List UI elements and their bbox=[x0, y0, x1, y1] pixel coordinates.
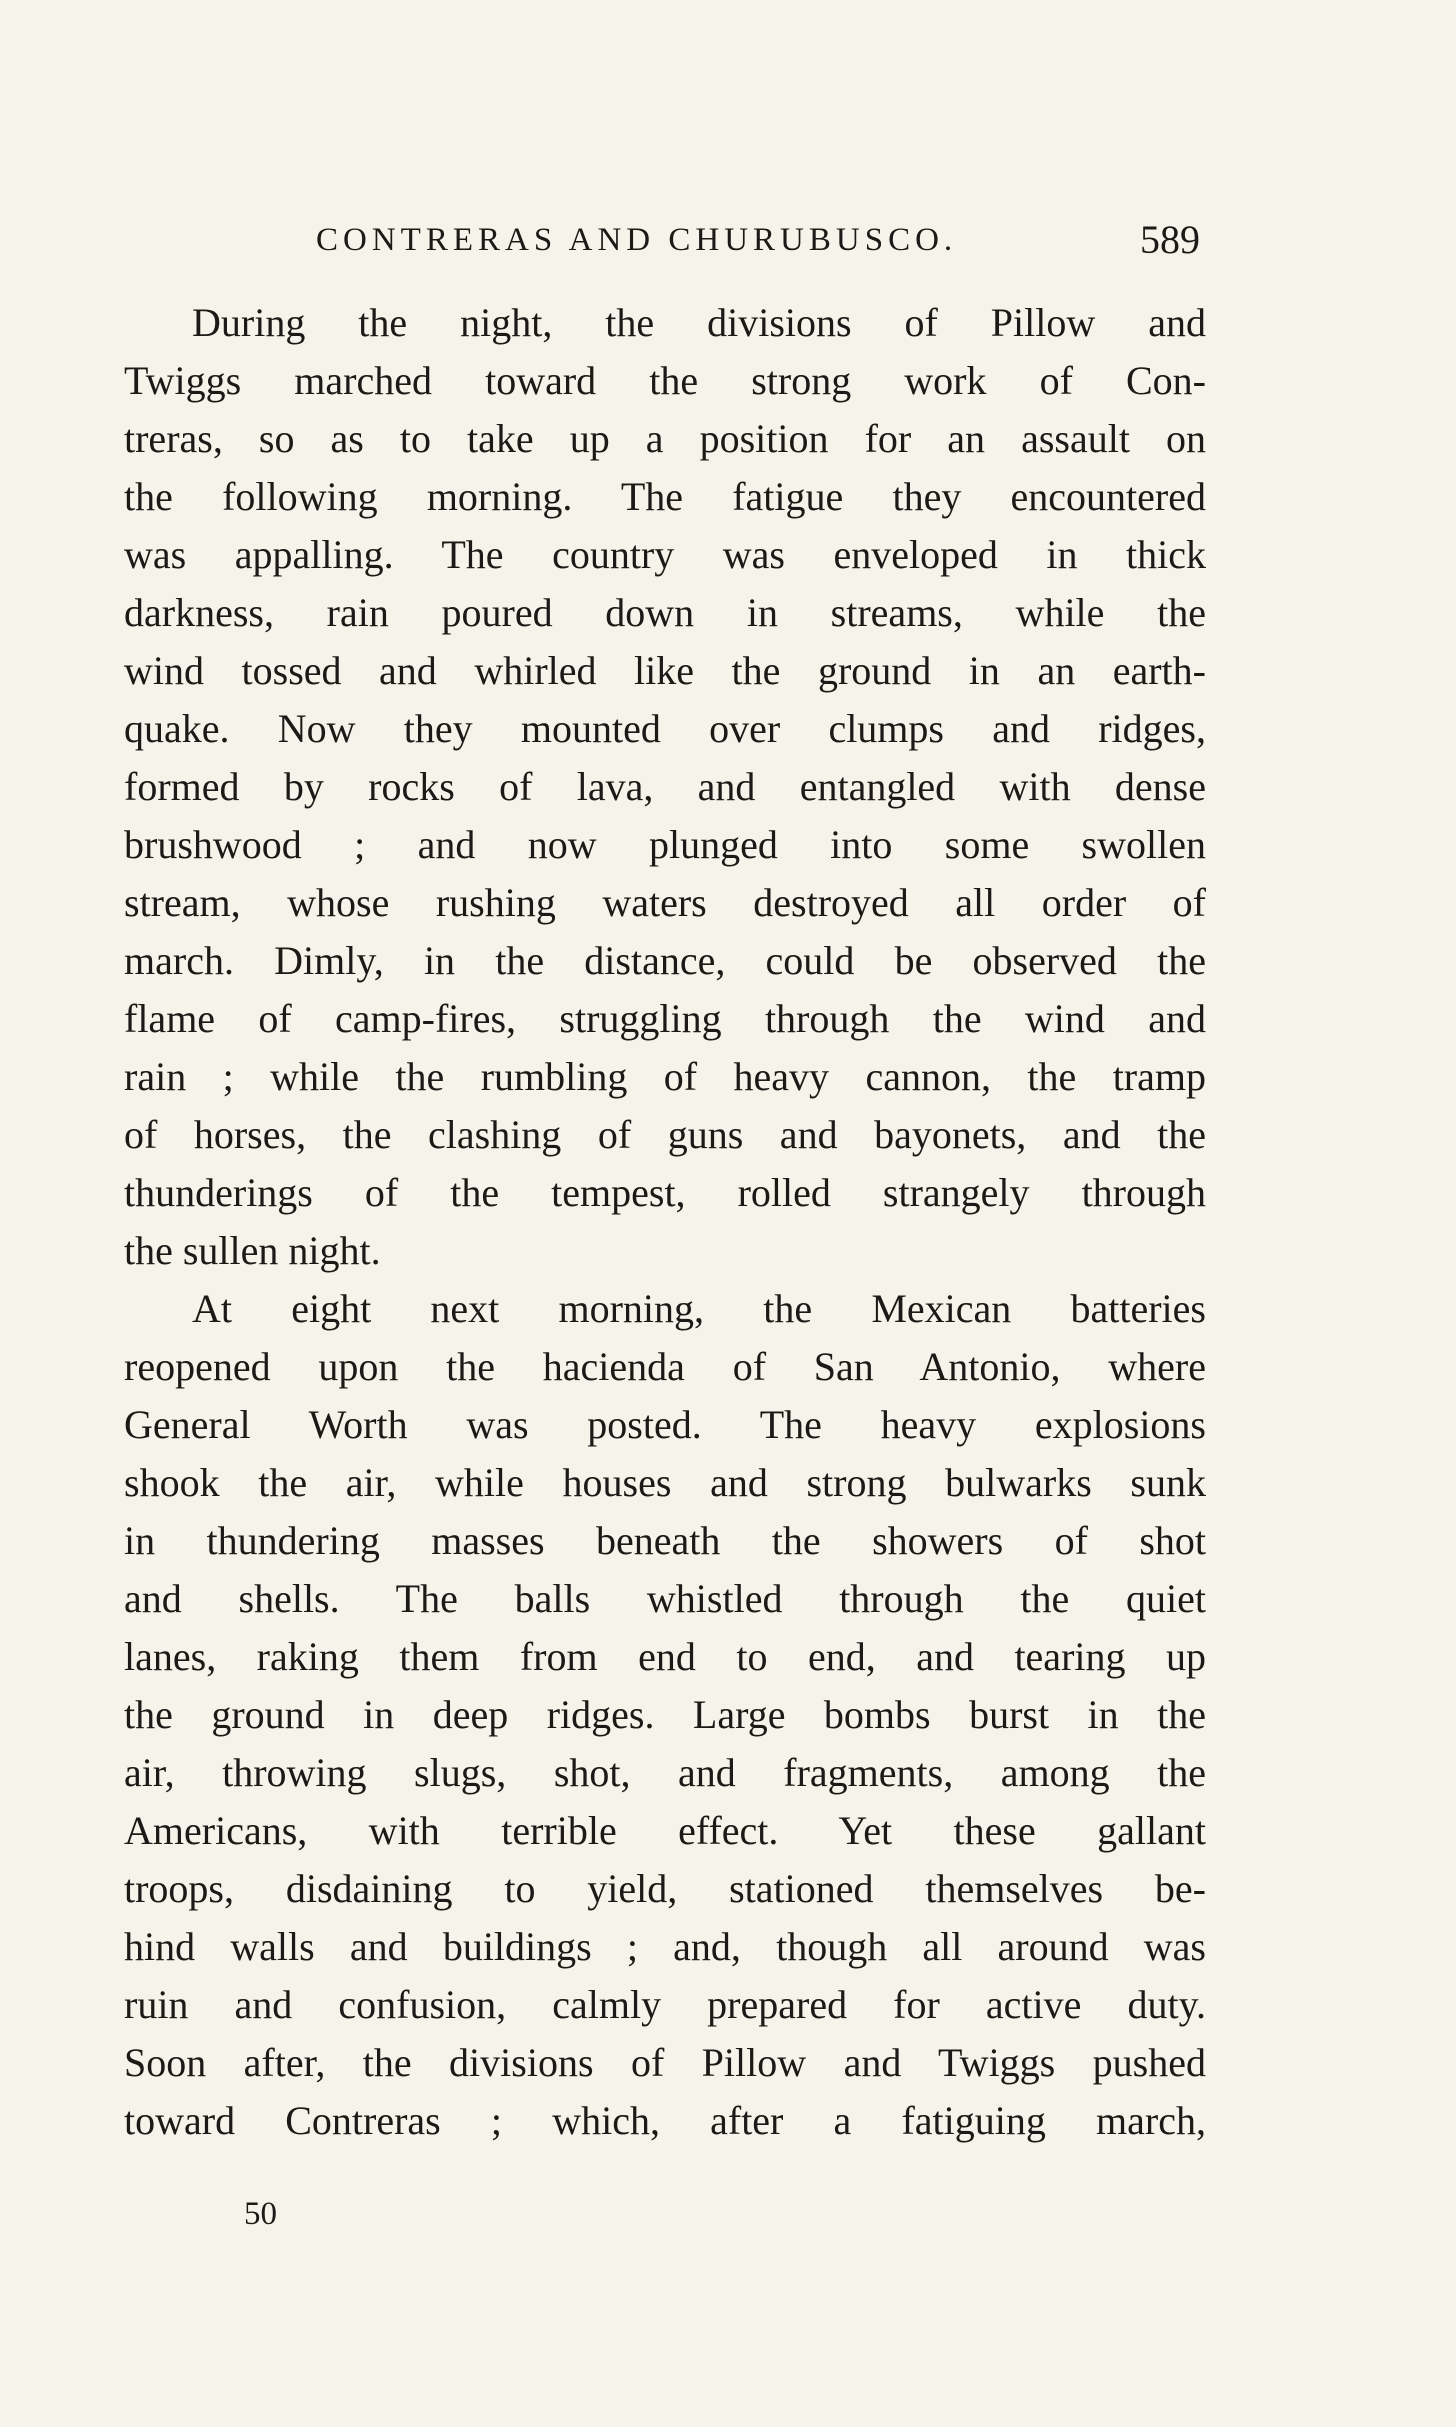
text-line: During the night, the divisions of Pillow and bbox=[192, 300, 1206, 345]
text-line: was appalling. The country was enveloped in thick bbox=[124, 532, 1206, 577]
body-text bbox=[124, 294, 1206, 2150]
text-line: General Worth was posted. The heavy explosions bbox=[124, 1402, 1206, 1447]
text-line: toward Contreras ; which, after a fatiguing march, bbox=[124, 2098, 1206, 2143]
text-line: brushwood ; and now plunged into some swollen bbox=[124, 822, 1206, 867]
running-title: CONTRERAS AND CHURUBUSCO. bbox=[316, 222, 958, 258]
text-line: the ground in deep ridges. Large bombs burst in the bbox=[124, 1692, 1206, 1737]
text-line: rain ; while the rumbling of heavy cannon, the tramp bbox=[124, 1054, 1206, 1099]
text-line: ruin and confusion, calmly prepared for active duty. bbox=[124, 1982, 1206, 2027]
text-line: lanes, raking them from end to end, and tearing up bbox=[124, 1634, 1206, 1679]
text-line: formed by rocks of lava, and entangled with dense bbox=[124, 764, 1206, 809]
text-line: flame of camp-fires, struggling through the wind and bbox=[124, 996, 1206, 1041]
text-line: At eight next morning, the Mexican batteries bbox=[192, 1286, 1206, 1331]
text-line: shook the air, while houses and strong bulwarks sunk bbox=[124, 1460, 1206, 1505]
text-line: in thundering masses beneath the showers of shot bbox=[124, 1518, 1206, 1563]
text-line: air, throwing slugs, shot, and fragments, among the bbox=[124, 1750, 1206, 1795]
text-line: the following morning. The fatigue they encountered bbox=[124, 474, 1206, 519]
signature-mark: 50 bbox=[244, 2196, 277, 2232]
text-line: the sullen night. bbox=[124, 1228, 381, 1273]
text-line: stream, whose rushing waters destroyed all order of bbox=[124, 880, 1206, 925]
text-line: darkness, rain poured down in streams, while the bbox=[124, 590, 1206, 635]
page-number: 589 bbox=[1140, 217, 1200, 262]
text-line: Twiggs marched toward the strong work of Con- bbox=[124, 358, 1206, 403]
text-line: hind walls and buildings ; and, though all around was bbox=[124, 1924, 1206, 1969]
text-line: troops, disdaining to yield, stationed themselves be- bbox=[124, 1866, 1206, 1911]
text-line: thunderings of the tempest, rolled strangely through bbox=[124, 1170, 1206, 1215]
text-line: and shells. The balls whistled through the quiet bbox=[124, 1576, 1206, 1621]
text-line: march. Dimly, in the distance, could be observed the bbox=[124, 938, 1206, 983]
text-line: Americans, with terrible effect. Yet these gallant bbox=[124, 1808, 1206, 1853]
text-line: reopened upon the hacienda of San Antonio, where bbox=[124, 1344, 1206, 1389]
text-line: of horses, the clashing of guns and bayonets, and the bbox=[124, 1112, 1206, 1157]
text-line: quake. Now they mounted over clumps and ridges, bbox=[124, 706, 1206, 751]
running-head bbox=[124, 216, 1206, 266]
text-line: treras, so as to take up a position for an assault on bbox=[124, 416, 1206, 461]
text-line: Soon after, the divisions of Pillow and Twiggs pushed bbox=[124, 2040, 1206, 2085]
text-line: wind tossed and whirled like the ground in an earth- bbox=[124, 648, 1206, 693]
